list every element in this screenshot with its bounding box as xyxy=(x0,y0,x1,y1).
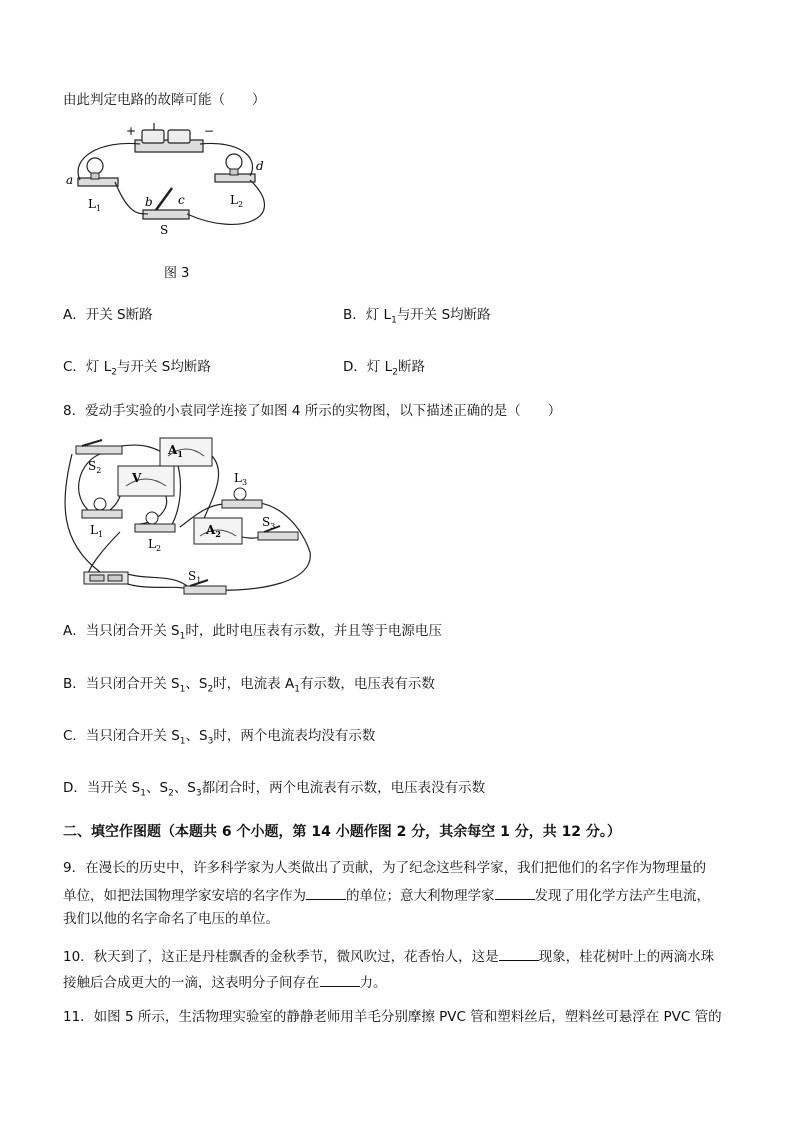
fig3-c-label: c xyxy=(178,193,185,207)
q8-option-c: C．当只闭合开关 $S_1$、$S_3$时，两个电流表均没有示数 xyxy=(63,728,376,747)
fig3-b-label: b xyxy=(145,195,153,209)
fig3-plus-label: + xyxy=(126,124,137,138)
q9-line-3: 我们以他的名字命名了电压的单位。 xyxy=(63,911,279,927)
fig4-S2-label: $S_2$ xyxy=(88,459,102,475)
q8-option-d: D．当开关 $S_1$、$S_2$、$S_3$都闭合时，两个电流表有示数，电压表没有示数 xyxy=(63,780,486,799)
q7-option-d: D．灯 $L_2$断路 xyxy=(343,359,425,378)
fig3-minus-label: − xyxy=(204,124,215,138)
figure-3-caption: 图 3 xyxy=(164,266,190,281)
q10-blank-1[interactable] xyxy=(499,946,539,961)
section-2-heading: 二、填空作图题（本题共 6 个小题，第 14 小题作图 2 分，其余每空 1 分，共 12 分。） xyxy=(63,824,621,840)
fig4-V-label: V xyxy=(132,471,142,485)
q7-option-b: B．灯 $L_1$与开关 S均断路 xyxy=(343,307,491,326)
q7-stem-tail: 由此判定电路的故障可能（ ） xyxy=(63,92,266,108)
q9-blank-1[interactable] xyxy=(306,885,346,900)
q10-blank-2[interactable] xyxy=(320,972,360,987)
figure-4-circuit xyxy=(60,432,320,602)
fig3-L2-label: $L_2$ xyxy=(230,193,244,209)
fig4-L3-label: $L_3$ xyxy=(234,471,248,487)
q9-blank-2[interactable] xyxy=(495,885,535,900)
q8-stem: 8．爱动手实验的小袁同学连接了如图 4 所示的实物图，以下描述正确的是（ ） xyxy=(63,403,562,419)
fig4-L2-label: $L_2$ xyxy=(148,537,162,553)
fig4-A2-label: $A_2$ xyxy=(206,523,221,539)
fig4-S3-label: $S_3$ xyxy=(262,515,276,531)
figure-3-circuit xyxy=(60,118,300,248)
fig3-L1-label: $L_1$ xyxy=(88,197,102,213)
q10-line-1: 10．秋天到了，这正是丹桂飘香的金秋季节，微风吹过，花香怡人，这是 现象，桂花树叶上的两滴水珠 xyxy=(63,946,714,966)
fig3-d-label: d xyxy=(256,159,264,173)
q8-option-b: B．当只闭合开关 $S_1$、$S_2$时，电流表 $A_1$有示数，电压表有示数 xyxy=(63,676,435,695)
fig4-A1-label: $A_1$ xyxy=(168,443,183,459)
q10-line-2: 接触后合成更大的一滴，这表明分子间存在 力。 xyxy=(63,972,387,992)
q9-line-2: 单位，如把法国物理学家安培的名字作为 的单位；意大利物理学家 发现了用化学方法产生电流， xyxy=(63,885,710,905)
fig3-a-label: a xyxy=(66,173,74,187)
q7-option-a: A．开关 S断路 xyxy=(63,307,153,323)
q9-line-1: 9．在漫长的历史中，许多科学家为人类做出了贡献，为了纪念这些科学家，我们把他们的名字作为物理量的 xyxy=(63,860,707,876)
q8-option-a: A．当只闭合开关 $S_1$时，此时电压表有示数，并且等于电源电压 xyxy=(63,623,442,642)
q7-option-c: C．灯 $L_2$与开关 S均断路 xyxy=(63,359,211,378)
fig3-S-label: S xyxy=(160,223,169,237)
fig4-L1-label: $L_1$ xyxy=(90,523,104,539)
q11-line-1: 11．如图 5 所示，生活物理实验室的静静老师用羊毛分别摩擦 PVC 管和塑料丝后，塑料丝可悬浮在 PVC 管的 xyxy=(63,1009,722,1025)
fig4-S1-label: $S_1$ xyxy=(188,569,202,585)
